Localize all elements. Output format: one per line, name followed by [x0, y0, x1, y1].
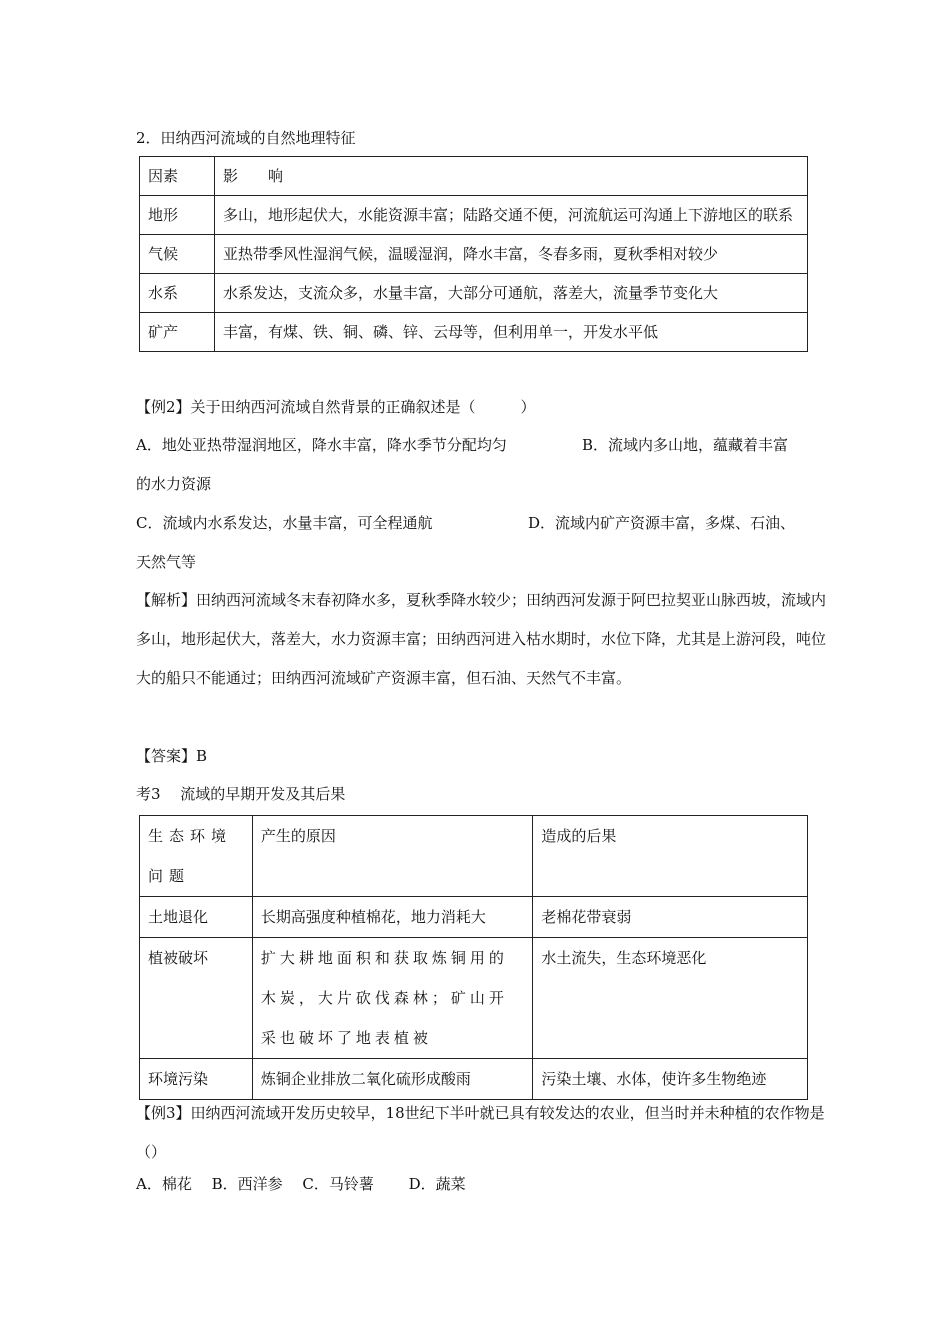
table-cell: 丰富，有煤、铁、铜、磷、锌、云母等，但利用单一，开发水平低: [215, 313, 808, 352]
option-a: A．地处亚热带湿润地区，降水丰富，降水季节分配均匀: [136, 436, 507, 454]
option-c: C．流域内水系发达，水量丰富，可全程通航: [136, 514, 433, 532]
table-header-cell: 因素: [140, 157, 215, 196]
answer: 【答案】B: [136, 747, 208, 765]
table-row: [140, 235, 808, 274]
table-cell: 水系: [140, 274, 215, 313]
table-cell: 污染土壤、水体，使许多生物绝迹: [533, 1059, 808, 1100]
early-development-table: [139, 815, 808, 1100]
section-title: 考3 流域的早期开发及其后果: [136, 785, 346, 803]
table-cell: 植被破坏: [140, 938, 253, 1059]
option-b-continued: 的水力资源: [136, 475, 212, 493]
options: A．棉花 B．西洋参 C．马铃薯 D．蔬菜: [136, 1175, 466, 1193]
table-header-cell: 产生的原因: [252, 816, 533, 897]
table-cell: 土地退化: [140, 897, 253, 938]
table-cell: 亚热带季风性湿润气候，温暖湿润，降水丰富，冬春多雨，夏秋季相对较少: [215, 235, 808, 274]
natural-features-table: [139, 156, 808, 352]
example-question: 【例3】田纳西河流域开发历史较早，18世纪下半叶就已具有较发达的农业，但当时并未种植的农作物是（）: [136, 1104, 825, 1161]
table-row: [140, 938, 808, 1059]
table-cell: 矿产: [140, 313, 215, 352]
table-row: [140, 274, 808, 313]
table-cell: 老棉花带衰弱: [533, 897, 808, 938]
table-row: [140, 196, 808, 235]
table-cell: 气候: [140, 235, 215, 274]
example-question: 【例2】关于田纳西河流域自然背景的正确叙述是（ ）: [136, 398, 536, 416]
table-cell: 炼铜企业排放二氧化硫形成酸雨: [252, 1059, 533, 1100]
table-header-row: [140, 157, 808, 196]
table-header-cell: 影 响: [215, 157, 808, 196]
option-d-continued: 天然气等: [136, 553, 197, 571]
table-row: [140, 313, 808, 352]
table-cell: 长期高强度种植棉花，地力消耗大: [252, 897, 533, 938]
table-cell: 环境污染: [140, 1059, 253, 1100]
table-cell: 地形: [140, 196, 215, 235]
section-title: 2．田纳西河流域的自然地理特征: [136, 129, 356, 147]
table-cell: 水系发达，支流众多，水量丰富，大部分可通航，落差大，流量季节变化大: [215, 274, 808, 313]
table-header-cell: 生态环境问题: [140, 816, 253, 897]
table-header-row: [140, 816, 808, 897]
table-header-cell: 造成的后果: [533, 816, 808, 897]
table-cell: 扩大耕地面积和获取炼铜用的木炭，大片砍伐森林；矿山开采也破坏了地表植被: [252, 938, 533, 1059]
analysis-paragraph: 【解析】田纳西河流域冬末春初降水多，夏秋季降水较少；田纳西河发源于阿巴拉契亚山脉西坡，流域内多山，地形起伏大，落差大，水力资源丰富；田纳西河进入枯水期时，水位下降，尤其是上游河段，吨位大的船只不能通过；田纳西河流域矿产资源丰富，但石油、天然气不丰富。: [136, 591, 827, 687]
option-d: D．流域内矿产资源丰富，多煤、石油、: [528, 514, 796, 532]
table-cell: 多山，地形起伏大，水能资源丰富；陆路交通不便，河流航运可沟通上下游地区的联系: [215, 196, 808, 235]
table-row: [140, 897, 808, 938]
table-cell: 水土流失，生态环境恶化: [533, 938, 808, 1059]
option-b: B．流域内多山地，蕴藏着丰富: [582, 436, 789, 454]
